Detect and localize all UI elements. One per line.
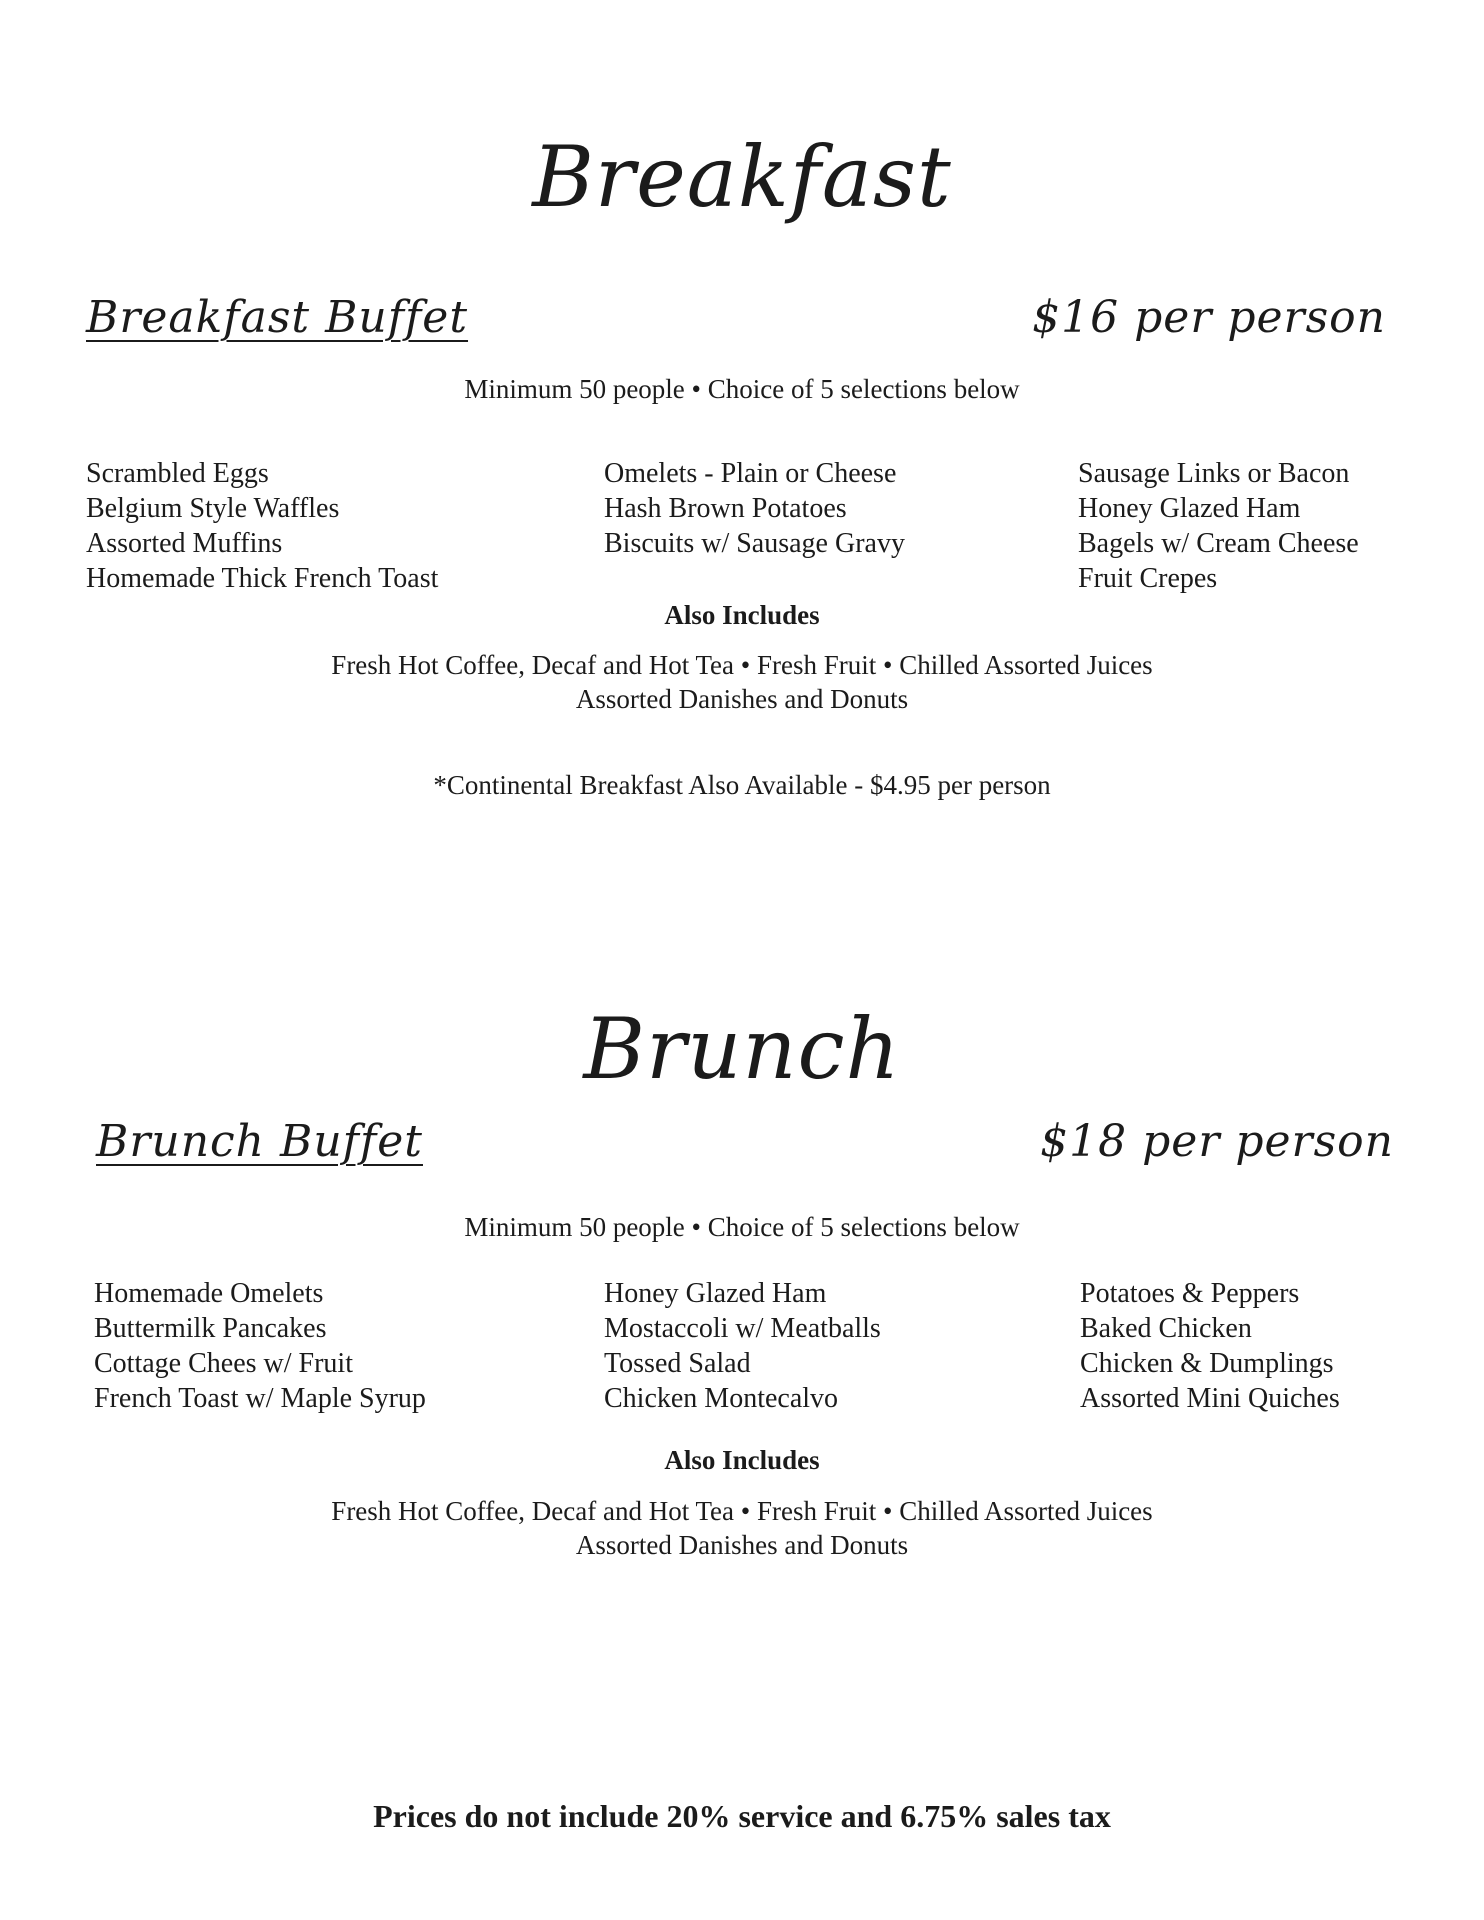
menu-item: Potatoes & Peppers xyxy=(1080,1278,1300,1309)
menu-item: Buttermilk Pancakes xyxy=(94,1313,327,1344)
breakfast-also-includes-label: Also Includes xyxy=(664,600,820,630)
brunch-column-3 xyxy=(1080,1276,1340,1416)
breakfast-minimum: Minimum 50 people • Choice of 5 selections below xyxy=(464,374,1020,404)
menu-item: Tossed Salad xyxy=(604,1348,751,1379)
brunch-column-2 xyxy=(604,1276,881,1416)
menu-item: Biscuits w/ Sausage Gravy xyxy=(604,528,905,559)
menu-item: Omelets - Plain or Cheese xyxy=(604,458,897,489)
continental-note: *Continental Breakfast Also Available - $4.95 per person xyxy=(433,770,1051,800)
brunch-price: $18 per person xyxy=(1040,1116,1394,1167)
breakfast-column-1 xyxy=(86,456,438,596)
menu-item: Bagels w/ Cream Cheese xyxy=(1078,528,1359,559)
brunch-includes-line-2: Assorted Danishes and Donuts xyxy=(575,1530,909,1560)
menu-item: Assorted Muffins xyxy=(86,528,283,559)
menu-item: Scrambled Eggs xyxy=(86,458,269,489)
breakfast-includes-line-1: Fresh Hot Coffee, Decaf and Hot Tea • Fresh Fruit • Chilled Assorted Juices xyxy=(331,650,1153,680)
breakfast-includes-line-2: Assorted Danishes and Donuts xyxy=(575,684,909,714)
menu-item: Sausage Links or Bacon xyxy=(1078,458,1350,489)
brunch-includes-line-1: Fresh Hot Coffee, Decaf and Hot Tea • Fresh Fruit • Chilled Assorted Juices xyxy=(331,1496,1153,1526)
brunch-column-1 xyxy=(94,1276,426,1416)
breakfast-column-3 xyxy=(1078,456,1359,596)
menu-item: Fruit Crepes xyxy=(1078,563,1218,594)
menu-item: Hash Brown Potatoes xyxy=(604,493,847,524)
menu-item: Belgium Style Waffles xyxy=(86,493,340,524)
menu-item: Mostaccoli w/ Meatballs xyxy=(604,1313,881,1344)
menu-item: Chicken Montecalvo xyxy=(604,1383,839,1414)
menu-item: Assorted Mini Quiches xyxy=(1080,1383,1340,1414)
menu-item: Honey Glazed Ham xyxy=(1078,493,1301,524)
menu-item: Honey Glazed Ham xyxy=(604,1278,827,1309)
menu-item: French Toast w/ Maple Syrup xyxy=(94,1383,426,1414)
breakfast-price: $16 per person xyxy=(1032,292,1386,343)
brunch-also-includes-label: Also Includes xyxy=(664,1445,820,1475)
menu-item: Baked Chicken xyxy=(1080,1313,1252,1344)
breakfast-heading: Breakfast xyxy=(532,128,952,226)
menu-item: Homemade Thick French Toast xyxy=(86,563,439,594)
breakfast-buffet-title: Breakfast Buffet xyxy=(86,292,469,343)
menu-item: Homemade Omelets xyxy=(94,1278,324,1309)
brunch-minimum: Minimum 50 people • Choice of 5 selections below xyxy=(464,1212,1020,1242)
menu-item: Chicken & Dumplings xyxy=(1080,1348,1334,1379)
brunch-heading: Brunch xyxy=(583,1000,901,1098)
brunch-buffet-title: Brunch Buffet xyxy=(96,1116,423,1167)
breakfast-column-2 xyxy=(604,456,905,561)
menu-item: Cottage Chees w/ Fruit xyxy=(94,1348,353,1379)
footer-tax-note: Prices do not include 20% service and 6.75% sales tax xyxy=(373,1798,1111,1834)
